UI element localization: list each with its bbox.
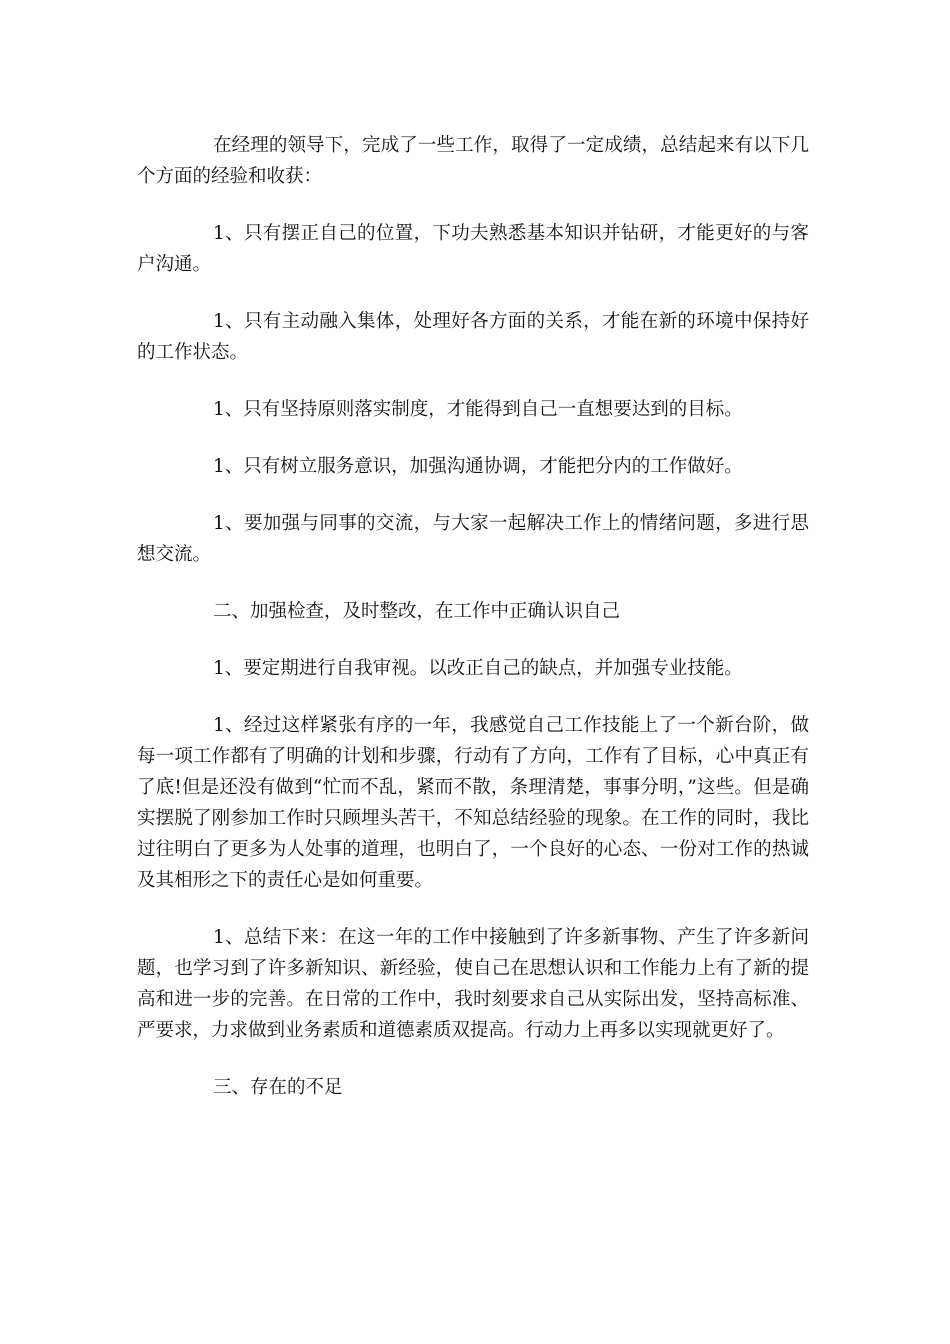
- inspection-item-year-review: 1、经过这样紧张有序的一年，我感觉自己工作技能上了一个新台阶，做每一项工作都有了明确的计划和步骤，行动有了方向，工作有了目标，心中真正有了底!但是还没有做到“忙而不乱，紧而不散，条理清楚，事事分明，”这些。但是确实摆脱了刚参加工作时只顾埋头苦干，不知总结经验的现象。在工作的同时，我比过往明白了更多为人处事的道理，也明白了，一个良好的心态、一份对工作的热诚及其相形之下的责任心是如何重要。: [137, 715, 809, 891]
- section-heading-shortcomings: 三、存在的不足: [213, 1077, 343, 1098]
- section-heading-inspection: 二、加强检查，及时整改，在工作中正确认识自己: [213, 601, 621, 622]
- inspection-item-summary: 1、总结下来：在这一年的工作中接触到了许多新事物、产生了许多新问题，也学习到了许多新知识、新经验，使自己在思想认识和工作能力上有了新的提高和进一步的完善。在日常的工作中，我时刻要求自己从实际出发，坚持高标准、严要求，力求做到业务素质和道德素质双提高。行动力上再多以实现就更好了。: [137, 927, 809, 1041]
- experience-item-service: 1、只有树立服务意识，加强沟通协调，才能把分内的工作做好。: [213, 456, 743, 477]
- intro-paragraph: 在经理的领导下，完成了一些工作，取得了一定成绩，总结起来有以下几个方面的经验和收获：: [137, 135, 809, 187]
- inspection-item-self-review: 1、要定期进行自我审视。以改正自己的缺点，并加强专业技能。: [213, 658, 743, 679]
- experience-item-position: 1、只有摆正自己的位置，下功夫熟悉基本知识并钻研，才能更好的与客户沟通。: [137, 223, 809, 275]
- experience-item-communication: 1、要加强与同事的交流，与大家一起解决工作上的情绪问题，多进行思想交流。: [137, 513, 809, 565]
- experience-item-principle: 1、只有坚持原则落实制度，才能得到自己一直想要达到的目标。: [213, 399, 743, 420]
- experience-item-team: 1、只有主动融入集体，处理好各方面的关系，才能在新的环境中保持好的工作状态。: [137, 311, 809, 363]
- document-body: [137, 130, 809, 1129]
